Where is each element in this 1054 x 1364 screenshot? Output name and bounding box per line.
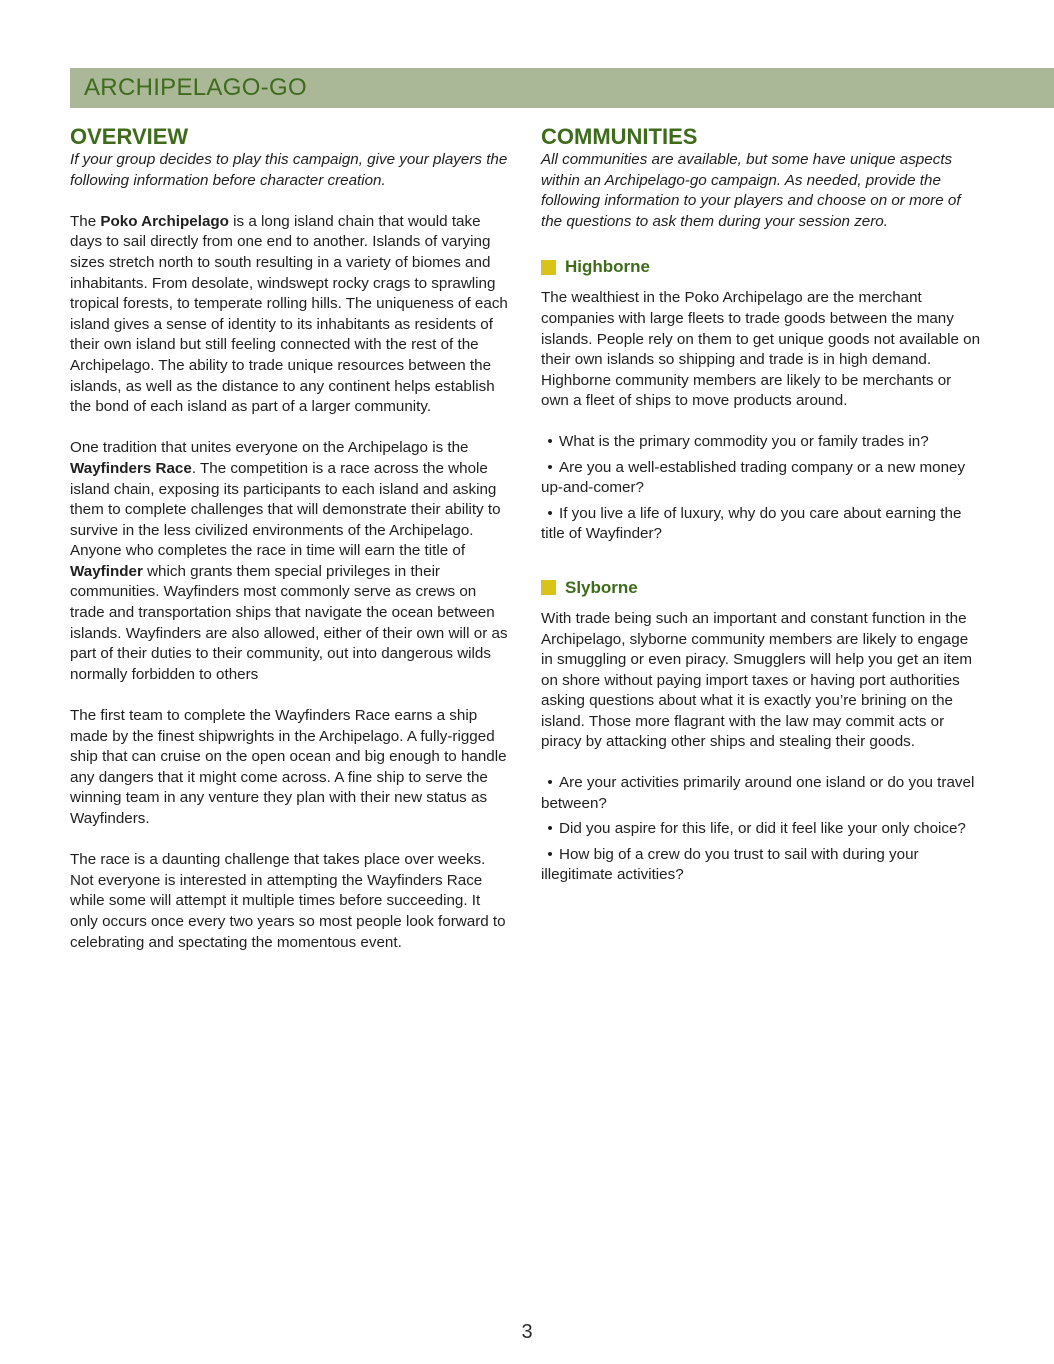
overview-heading: OVERVIEW (70, 124, 189, 149)
slyborne-questions (541, 773, 983, 886)
communities-column (541, 124, 983, 891)
overview-paragraph-4: The race is a daunting challenge that takes place over weeks. Not everyone is interested in attempting the Wayfinders Race while some will attempt it multiple times before succeeding. It only occurs once every two years so most people look forward to celebrating and spectating the momentous event. (70, 851, 506, 951)
communities-intro: All communities are available, but some have unique aspects within an Archipelago-go campaign. As needed, provide the following information to your players and choose on or more of the questions to ask them during your session zero. (541, 151, 961, 230)
poko-archipelago-term: Poko Archipelago (100, 212, 229, 230)
list-item: • Did you aspire for this life, or did it feel like your only choice? (541, 819, 983, 840)
overview-intro: If your group decides to play this campaign, give your players the following information before character creation. (70, 151, 508, 189)
bullet-icon: • (547, 504, 553, 522)
bullet-icon: • (547, 458, 553, 476)
overview-paragraph-2: One tradition that unites everyone on the Archipelago is the Wayfinders Race. The competition is a race across the whole island chain, exposing its participants to each island and asking them to complete challenges that will demonstrate their ability to survive in the less civilized environments of the Archipelago. Anyone who completes the race in time will earn the title of Wayfinder which grants them special privileges in their communities. Wayfinders most commonly serve as crews on trade and transportation ships that navigate the ocean between islands. Wayfinders are also allowed, either of their own will or as part of their duties to their community, out into dangerous wilds normally forbidden to others (70, 439, 508, 683)
bullet-icon: • (547, 774, 553, 792)
bullet-icon: • (547, 845, 553, 863)
overview-column (70, 124, 512, 953)
page-title: ARCHIPELAGO-GO (84, 74, 307, 101)
list-item: • Are your activities primarily around one island or do you travel between? (541, 774, 975, 812)
list-item: • If you live a life of luxury, why do you care about earning the title of Wayfinder? (541, 504, 962, 543)
wayfinders-race-term: Wayfinders Race (70, 459, 192, 477)
highborne-questions (541, 432, 983, 545)
square-bullet-icon (541, 580, 556, 595)
slyborne-description: With trade being such an important and constant function in the Archipelago, slyborne community members are likely to engage in smuggling or even piracy. Smugglers will help you get an item on shore without paying import taxes or having port authorities asking questions about what it is exactly you’re brining on the island. Those more flagrant with the law may commit acts or piracy by attacking other ships and stealing their goods. (541, 609, 973, 751)
page-number: 3 (521, 1321, 533, 1343)
list-item: • Are you a well-established trading company or a new money up-and-comer? (541, 458, 966, 497)
list-item: • How big of a crew do you trust to sail with during your illegitimate activities? (541, 845, 919, 884)
title-banner (70, 68, 1054, 108)
list-item: • What is the primary commodity you or family trades in? (541, 432, 983, 453)
communities-heading: COMMUNITIES (541, 124, 698, 149)
highborne-heading (541, 254, 983, 280)
bullet-icon: • (547, 820, 553, 838)
slyborne-title: Slyborne (565, 577, 638, 597)
highborne-title: Highborne (565, 257, 650, 277)
bullet-icon: • (547, 432, 553, 450)
overview-paragraph-3: The first team to complete the Wayfinders Race earns a ship made by the finest shipwrights in the Archipelago. A fully-rigged ship that can cruise on the open ocean and big enough to handle any dangers that it might come across. A fine ship to serve the winning team in any venture they plan with their new status as Wayfinders. (70, 707, 507, 827)
square-bullet-icon (541, 260, 556, 275)
highborne-description: The wealthiest in the Poko Archipelago are the merchant companies with large fleets to trade goods between the many islands. People rely on them to get unique goods not available on their own islands so shipping and trade is in high demand. Highborne community members are likely to be merchants or own a fleet of ships to move products around. (541, 289, 981, 410)
overview-paragraph-1: The Poko Archipelago is a long island chain that would take days to sail directly from one end to another. Islands of varying sizes stretch north to south resulting in a variety of biomes and inhabitants. From desolate, windswept rocky crags to sprawling tropical forests, to temperate rolling hills. The uniqueness of each island gives a sense of identity to its inhabitants as residents of their own island but still feeling connected with the rest of the Archipelago. The ability to trade unique resources between the islands, as well as the distance to any continent helps establish the bond of each island as part of a larger community. (70, 212, 508, 416)
slyborne-heading (541, 575, 983, 601)
wayfinder-term: Wayfinder (70, 562, 143, 580)
